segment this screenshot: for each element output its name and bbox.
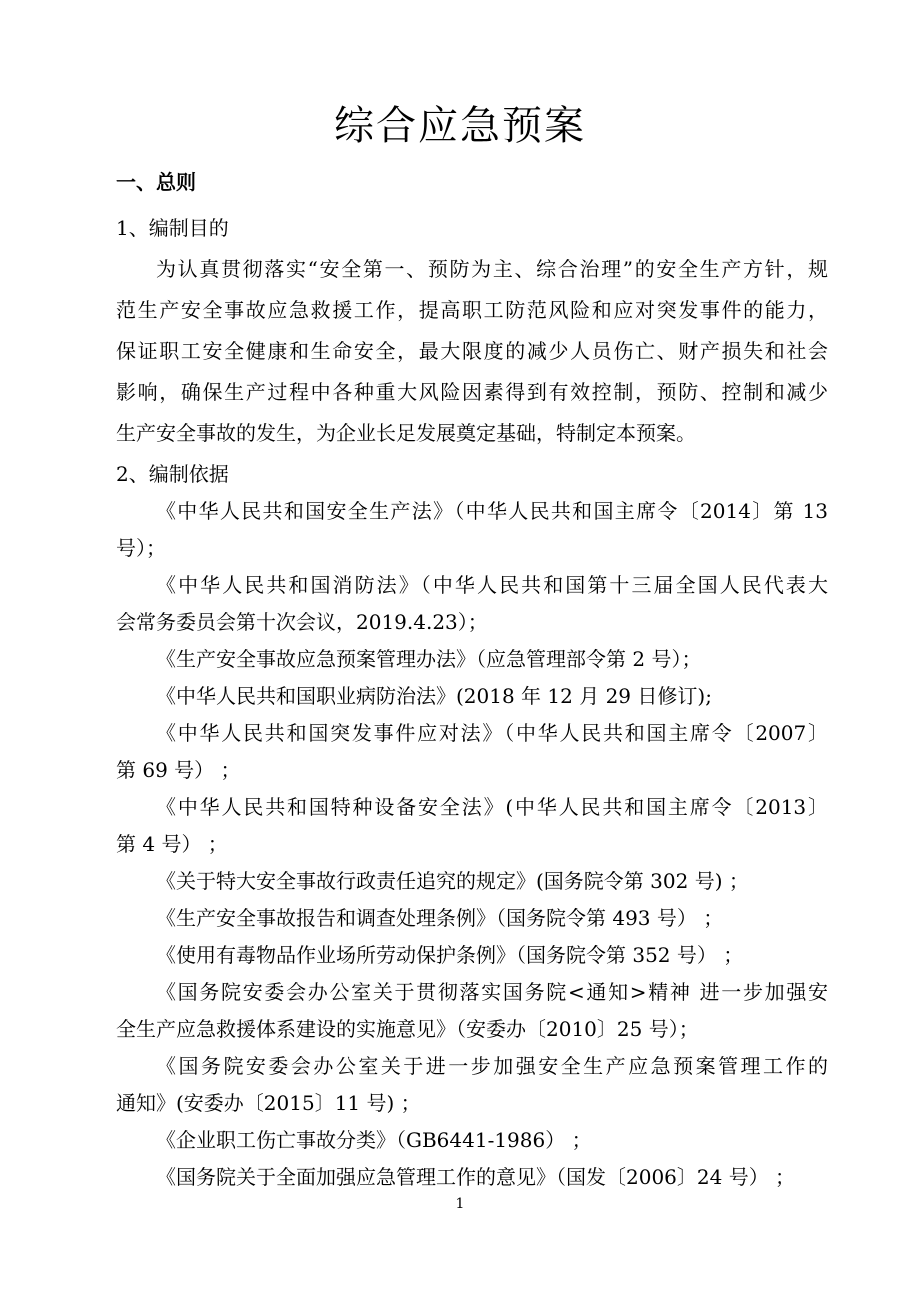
basis-item-line: 《使用有毒物品作业场所劳动保护条例》（国务院令第 352 号） ； [156,943,744,967]
basis-item-line: 《中华人民共和国特种设备安全法》(中华人民共和国主席令〔2013〕 [156,795,828,819]
basis-item-line: 《中华人民共和国消防法》（中华人民共和国第十三届全国人民代表大 [156,573,828,597]
purpose-paragraph-line: 为认真贯彻落实“安全第一、预防为主、综合治理”的安全生产方针，规 [156,257,828,281]
subheading-purpose: 1、编制目的 [116,216,229,240]
basis-item-line: 第 69 号） ； [116,758,241,782]
basis-item-line: 《中华人民共和国突发事件应对法》（中华人民共和国主席令〔2007〕 [156,721,828,745]
page-number: 1 [455,1196,465,1212]
basis-item-line: 全生产应急救援体系建设的实施意见》（安委办〔2010〕25 号）； [116,1017,699,1041]
basis-item-line: 《生产安全事故应急预案管理办法》（应急管理部令第 2 号）； [156,647,702,671]
section-heading-general: 一、总则 [116,170,196,194]
basis-item-line: 《国务院关于全面加强应急管理工作的意见》（国发〔2006〕24 号） ； [156,1165,796,1189]
basis-item-line: 会常务委员会第十次会议，2019.4.23）； [116,610,488,634]
basis-item-line: 《国务院安委会办公室关于贯彻落实国务院<通知>精神 进一步加强安 [156,980,828,1004]
basis-item-line: 号）； [116,536,166,560]
basis-item-line: 《生产安全事故报告和调查处理条例》（国务院令第 493 号） ； [156,906,724,930]
purpose-paragraph-line: 范生产安全事故应急救援工作，提高职工防范风险和应对突发事件的能力， [116,298,828,322]
subheading-basis: 2、编制依据 [116,462,229,486]
basis-item-line: 《关于特大安全事故行政责任追究的规定》(国务院令第 302 号) ； [156,869,749,893]
basis-item-line: 《中华人民共和国职业病防治法》(2018 年 12 月 29 日修订); [156,684,712,708]
document-title: 综合应急预案 [334,103,586,149]
basis-item-line: 第 4 号） ； [116,832,228,856]
purpose-paragraph-line: 生产安全事故的发生，为企业长足发展奠定基础，特制定本预案。 [116,421,696,445]
basis-item-line: 《中华人民共和国安全生产法》（中华人民共和国主席令〔2014〕第 13 [156,499,828,523]
purpose-paragraph-line: 影响，确保生产过程中各种重大风险因素得到有效控制，预防、控制和减少 [116,380,828,404]
basis-item-line: 《国务院安委会办公室关于进一步加强安全生产应急预案管理工作的 [156,1054,828,1078]
basis-item-line: 《企业职工伤亡事故分类》（GB6441-1986） ； [156,1128,592,1152]
purpose-paragraph-line: 保证职工安全健康和生命安全，最大限度的减少人员伤亡、财产损失和社会 [116,339,828,363]
basis-item-line: 通知》(安委办〔2015〕11 号) ； [116,1091,421,1115]
